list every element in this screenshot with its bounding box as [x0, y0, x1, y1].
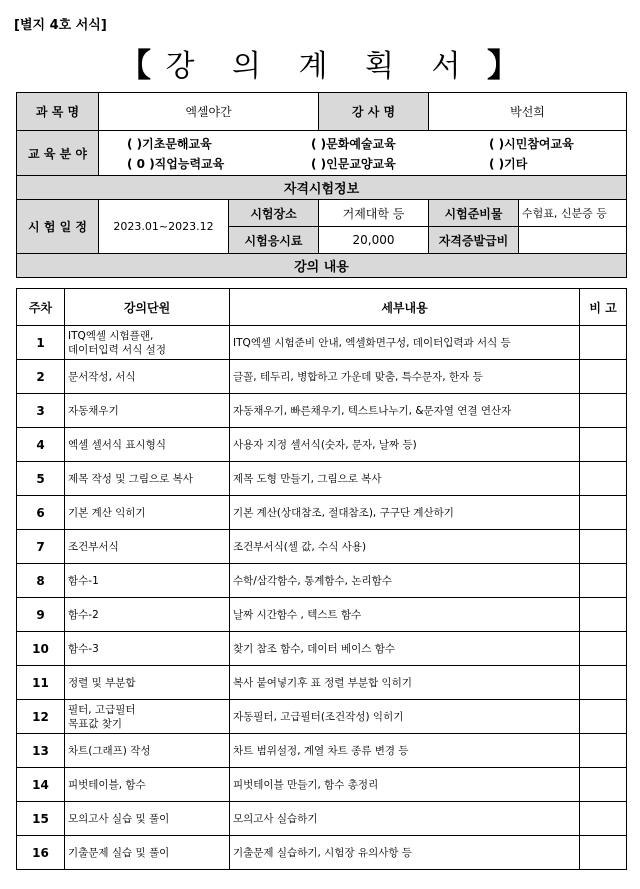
unit-cell: 차트(그래프) 작성	[65, 734, 230, 768]
field-options	[99, 131, 627, 176]
table-row	[17, 734, 627, 768]
detail-cell: 찾기 참조 함수, 데이터 베이스 함수	[230, 632, 580, 666]
exam-place-value: 거제대학 등	[319, 200, 429, 227]
note-cell	[580, 768, 627, 802]
detail-cell: 날짜 시간함수 , 텍스트 함수	[230, 598, 580, 632]
detail-cell: 조건부서식(셀 값, 수식 사용)	[230, 530, 580, 564]
note-cell	[580, 428, 627, 462]
unit-cell: 기출문제 실습 및 풀이	[65, 836, 230, 870]
unit-cell: 함수-1	[65, 564, 230, 598]
table-row	[17, 530, 627, 564]
detail-cell: 모의고사 실습하기	[230, 802, 580, 836]
title-bracket-close: 】	[486, 46, 521, 84]
week-cell: 12	[17, 700, 65, 734]
course-name-value: 엑셀야간	[99, 93, 319, 131]
table-row	[17, 564, 627, 598]
note-cell	[580, 632, 627, 666]
lecture-content-table	[16, 288, 627, 870]
detail-cell: 사용자 지정 셀서식(숫자, 문자, 날짜 등)	[230, 428, 580, 462]
unit-cell: 모의고사 실습 및 풀이	[65, 802, 230, 836]
content-header-row	[17, 289, 627, 326]
unit-cell: 자동채우기	[65, 394, 230, 428]
note-cell	[580, 530, 627, 564]
week-cell: 11	[17, 666, 65, 700]
week-cell: 9	[17, 598, 65, 632]
note-cell	[580, 666, 627, 700]
table-row	[17, 326, 627, 360]
issue-fee-value	[519, 227, 627, 254]
exam-place-label: 시험장소	[229, 200, 319, 227]
field-option-basic-literacy: ( )기초문해교육	[127, 136, 212, 151]
note-cell	[580, 496, 627, 530]
instructor-label: 강 사 명	[319, 93, 429, 131]
note-cell	[580, 734, 627, 768]
note-cell	[580, 802, 627, 836]
week-cell: 4	[17, 428, 65, 462]
exam-schedule-value: 2023.01~2023.12	[99, 200, 229, 254]
detail-cell: ITQ엑셀 시험준비 안내, 엑셀화면구성, 데이터입력과 서식 등	[230, 326, 580, 360]
field-option-humanities: ( )인문교양교육	[311, 156, 396, 171]
detail-cell: 자동필터, 고급필터(조건작성) 익히기	[230, 700, 580, 734]
week-cell: 8	[17, 564, 65, 598]
table-row	[17, 768, 627, 802]
unit-cell: 피벗테이블, 함수	[65, 768, 230, 802]
info-table	[16, 92, 627, 278]
detail-cell: 글꼴, 테두리, 병합하고 가운데 맞춤, 특수문자, 한자 등	[230, 360, 580, 394]
week-cell: 14	[17, 768, 65, 802]
detail-cell: 수학/삼각함수, 통계함수, 논리함수	[230, 564, 580, 598]
field-option-civic: ( )시민참여교육	[489, 136, 574, 151]
week-cell: 10	[17, 632, 65, 666]
detail-cell: 기본 계산(상대참조, 절대참조), 구구단 계산하기	[230, 496, 580, 530]
detail-cell: 복사 붙여넣기후 표 정렬 부분합 익히기	[230, 666, 580, 700]
unit-cell: 함수-2	[65, 598, 230, 632]
content-section-title: 강의 내용	[17, 254, 627, 278]
detail-cell: 자동채우기, 빠른채우기, 텍스트나누기, &문자열 연결 연산자	[230, 394, 580, 428]
unit-cell: 제목 작성 및 그림으로 복사	[65, 462, 230, 496]
table-row	[17, 632, 627, 666]
detail-cell: 기출문제 실습하기, 시험장 유의사항 등	[230, 836, 580, 870]
unit-cell: 기본 계산 익히기	[65, 496, 230, 530]
table-row	[17, 598, 627, 632]
note-cell	[580, 462, 627, 496]
title-bracket-open: 【	[119, 46, 154, 84]
table-row	[17, 666, 627, 700]
table-row	[17, 394, 627, 428]
table-row	[17, 496, 627, 530]
document-title	[0, 40, 640, 86]
note-header: 비 고	[580, 289, 627, 326]
field-option-culture-arts: ( )문화예술교육	[311, 136, 396, 151]
unit-cell: 조건부서식	[65, 530, 230, 564]
week-cell: 16	[17, 836, 65, 870]
week-cell: 6	[17, 496, 65, 530]
note-cell	[580, 326, 627, 360]
note-cell	[580, 394, 627, 428]
table-row	[17, 360, 627, 394]
exam-schedule-label: 시 험 일 정	[17, 200, 99, 254]
week-cell: 3	[17, 394, 65, 428]
week-header: 주차	[17, 289, 65, 326]
unit-cell: 정렬 및 부분합	[65, 666, 230, 700]
unit-cell: 함수-3	[65, 632, 230, 666]
table-row	[17, 428, 627, 462]
field-option-vocational: ( 0 )직업능력교육	[127, 156, 225, 171]
table-row	[17, 700, 627, 734]
detail-cell: 차트 범위설정, 계열 차트 종류 변경 등	[230, 734, 580, 768]
detail-header: 세부내용	[230, 289, 580, 326]
issue-fee-label: 자격증발급비	[429, 227, 519, 254]
instructor-value: 박선희	[429, 93, 627, 131]
detail-cell: 제목 도형 만들기, 그림으로 복사	[230, 462, 580, 496]
week-cell: 15	[17, 802, 65, 836]
note-cell	[580, 360, 627, 394]
exam-prep-value: 수험표, 신분증 등	[519, 200, 627, 227]
unit-header: 강의단원	[65, 289, 230, 326]
week-cell: 5	[17, 462, 65, 496]
unit-cell: 문서작성, 서식	[65, 360, 230, 394]
table-row	[17, 462, 627, 496]
exam-fee-label: 시험응시료	[229, 227, 319, 254]
field-label: 교 육 분 야	[17, 131, 99, 176]
field-option-other: ( )기타	[489, 156, 528, 171]
unit-cell: 필터, 고급필터 목표값 찾기	[65, 700, 230, 734]
detail-cell: 피벗테이블 만들기, 함수 총정리	[230, 768, 580, 802]
table-row	[17, 802, 627, 836]
cert-section-title: 자격시험정보	[17, 176, 627, 200]
week-cell: 2	[17, 360, 65, 394]
note-cell	[580, 564, 627, 598]
form-number: [별지 4호 서식]	[14, 18, 107, 33]
course-name-label: 과 목 명	[17, 93, 99, 131]
exam-fee-value: 20,000	[319, 227, 429, 254]
exam-prep-label: 시험준비물	[429, 200, 519, 227]
week-cell: 7	[17, 530, 65, 564]
note-cell	[580, 836, 627, 870]
unit-cell: 엑셀 셀서식 표시형식	[65, 428, 230, 462]
title-text: 강 의 계 획 서	[165, 49, 475, 84]
note-cell	[580, 700, 627, 734]
week-cell: 1	[17, 326, 65, 360]
note-cell	[580, 598, 627, 632]
week-cell: 13	[17, 734, 65, 768]
unit-cell: ITQ엑셀 시험플랜, 데이터입력 서식 설정	[65, 326, 230, 360]
table-row	[17, 836, 627, 870]
